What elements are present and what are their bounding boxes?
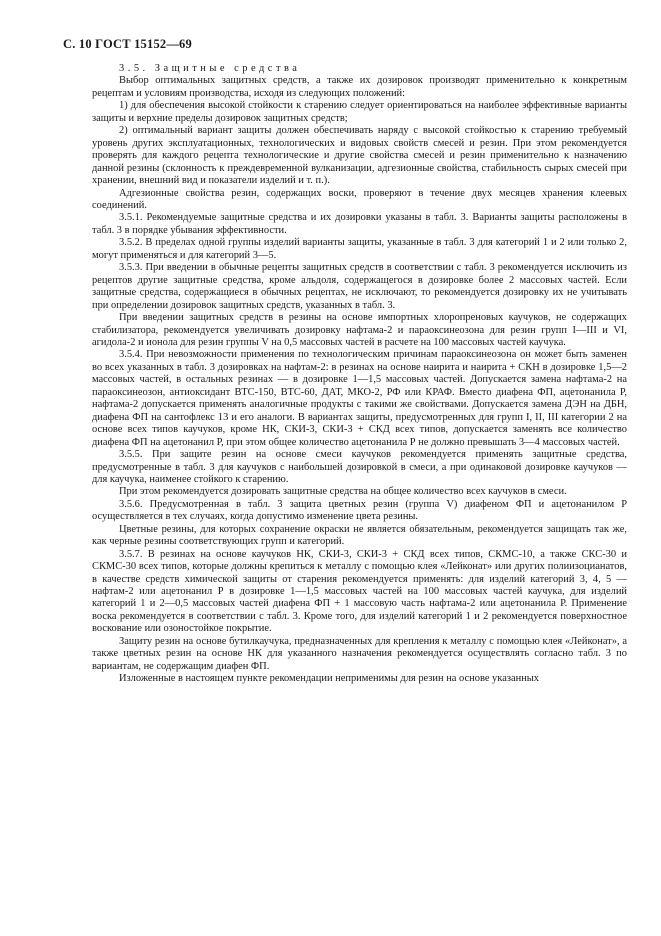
document-body bbox=[92, 63, 627, 686]
section-heading: 3.5. Защитные средства bbox=[119, 63, 301, 74]
paragraph: 3.5.3. При введении в обычные рецепты защитных средств в соответствии с табл. 3 рекомендуется исключить из рецептов другие защитные средства, кроме альдоля, содержащегося в дозировке более 2 массовых частей. Если защитные средства, содержащиеся в обычных рецептах, не исключают, то рекомендуется дозировку их не учитывать при определении дозировок защитных средств, указанных в табл. 3. bbox=[92, 262, 627, 311]
paragraph: 1) для обеспечения высокой стойкости к старению следует ориентироваться на наиболее эффективные варианты защиты и верхние пределы дозировок защитных средств; bbox=[92, 100, 627, 124]
paragraph: Выбор оптимальных защитных средств, а также их дозировок производят применительно к конкретным рецептам и условиям производства, исходя из следующих положений: bbox=[92, 75, 627, 99]
paragraph: 3.5.1. Рекомендуемые защитные средства и их дозировки указаны в табл. 3. Варианты защиты расположены в табл. 3 в порядке убывания эффективности. bbox=[92, 212, 627, 236]
paragraph: 3.5.7. В резинах на основе каучуков НК, СКИ-3, СКИ-3 + СКД всех типов, СКМС-10, а также СКС-30 и СКМС-30 всех типов, которые должны крепиться к металлу с помощью клея «Лейконат» или других полиизоцианатов, в качестве средств химической защиты от старения рекомендуется применять: для изделий категорий 3, 4, 5 — нафтам-2 или ацетонанил Р в дозировке 1—1,5 массовых частей на 100 массовых частей каучука, для изделий категорий 1 и 2—0,5 массовых частей диафена ФП + 1 массовую часть нафтама-2 или ацетонанила Р. Применение воска рекомендуется в соответствии с табл. 3. Кроме того, для изделий категорий 1 и 2 рекомендуется поверхностное воскование или озоностойкое покрытие. bbox=[92, 548, 627, 635]
paragraph: Адгезионные свойства резин, содержащих воски, проверяют в течение двух месяцев хранения клеевых соединений. bbox=[92, 187, 627, 211]
paragraph: При введении защитных средств в резины на основе импортных хлоропреновых каучуков, не содержащих стабилизатора, рекомендуется увеличивать дозировку нафтама-2 и параоксинеозона для резин групп I—III и VI, агидола-2 и ионола для резин группы V на 0,5 массовых частей в расчете на 100 массовых частей каучука. bbox=[92, 312, 627, 348]
paragraph: 3.5.5. При защите резин на основе смеси каучуков рекомендуется применять защитные средства, предусмотренные в табл. 3 для каучуков с наибольшей дозировкой в смеси, а при одинаковой дозировке каучуков — для каучука, наименее стойкого к старению. bbox=[92, 449, 627, 485]
paragraph: При этом рекомендуется дозировать защитные средства на общее количество всех каучуков в смеси. bbox=[119, 486, 567, 498]
paragraph: 3.5.2. В пределах одной группы изделий варианты защиты, указанные в табл. 3 для категорий 1 и 2 или только 2, могут применяться и для категорий 3—5. bbox=[92, 237, 627, 261]
paragraph: Изложенные в настоящем пункте рекомендации неприменимы для резин на основе указанных bbox=[119, 673, 539, 685]
page-header: С. 10 ГОСТ 15152—69 bbox=[63, 37, 192, 51]
paragraph: Цветные резины, для которых сохранение окраски не является обязательным, рекомендуется защищать так же, как черные резины соответствующих групп и категорий. bbox=[92, 523, 627, 548]
paragraph: Защиту резин на основе бутилкаучука, предназначенных для крепления к металлу с помощью клея «Лейконат», а также цветных резин на основе НК для указанного назначения рекомендуется осуществлять согласно табл. 3 по вариантам, не содержащим диафен ФП. bbox=[92, 635, 627, 672]
paragraph: 2) оптимальный вариант защиты должен обеспечивать наряду с высокой стойкостью к старению требуемый уровень других эксплуатационных, технологических и видовых свойств смесей и резин. При этом рекомендуется проверять для каждого рецепта технологические и другие свойства смесей и резин применительно к назначению данной резины (склонность к преждевременной вулканизации, адгезионные свойства, стабильность сырых смесей при хранении, внешний вид и показатели изделий и т. п.). bbox=[92, 125, 627, 187]
paragraph: 3.5.4. При невозможности применения по технологическим причинам параоксинеозона он может быть заменен во всех указанных в табл. 3 дозировках на нафтам-2: в резинах на основе наирита и наирита + СКН в дозировке 1,5—2 массовых частей, в остальных резинах — в дозировке 1—1,5 массовых частей. Допускается замена нафтама-2 на параоксинеозон, антиоксидант ВТС-150, ВТС-60, ДАТ, МКО-2, РФ или КРАФ. Вместо диафена ФП, ацетонанила Р, нафтама-2 допускается применять аналогичные продукты с такими же свойствами. Допускается замена ДЭН на ДБН, диафена ФП на сантофлекс 13 и его аналоги. В вариантах защиты, предусмотренных для групп I, II, III категории 2 на основе всех типов каучуков, кроме НК, СКИ-3, СКИ-3 + СКД всех типов, допускается заменять все количество диафена ФП на ацетонанил Р, при этом общее количество ацетонанила Р не должно превышать 3—4 массовых частей. bbox=[92, 349, 627, 448]
paragraph: 3.5.6. Предусмотренная в табл. 3 защита цветных резин (группа V) диафеном ФП и ацетонанилом Р осуществляется в тех случаях, когда допустимо изменение цвета резины. bbox=[92, 498, 627, 523]
